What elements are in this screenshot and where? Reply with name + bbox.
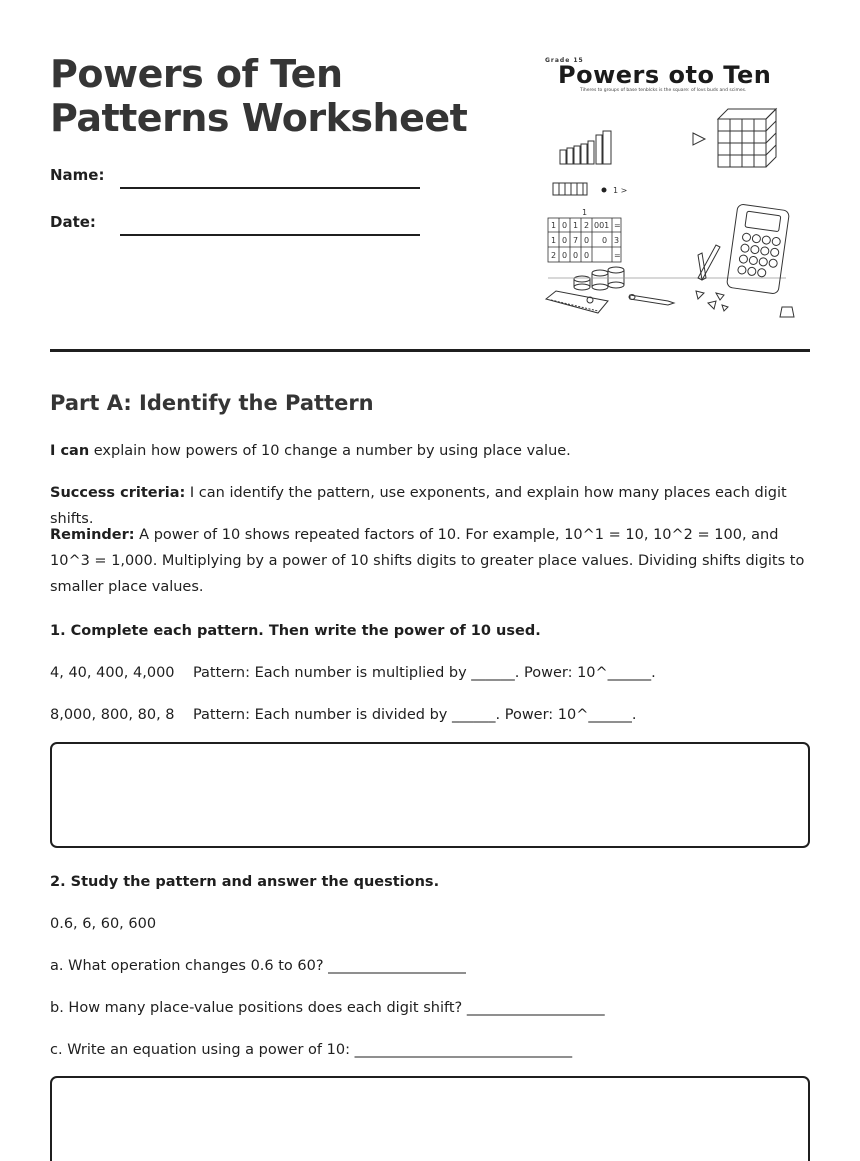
coin-stacks-icon [574,267,624,290]
svg-text:1: 1 [582,208,588,217]
question-2-prompt [50,869,810,895]
svg-text:1: 1 [551,221,557,230]
ten-rod-icon [553,183,607,195]
question-1-pattern-1: 4, 40, 400, 4,000 Pattern: Each number is multiplied by ______. Power: 10^______. [50,665,656,681]
svg-text:2: 2 [584,221,590,230]
base-ten-rods-icon [560,131,611,164]
reminder-label: Reminder: [50,527,135,543]
date-field[interactable] [120,234,420,236]
success-label: Success criteria: [50,485,186,501]
svg-text:0: 0 [573,251,579,260]
illustration-caption: Tiheres to groups of base tenblcks is the square: of lovs buds and scimes. [580,88,747,93]
reminder-text: A power of 10 shows repeated factors of 10. For example, 10^1 = 10, 10^2 = 100, and 10^3 = 1,000. Multiplying by a power of 10 shifts digits to greater place values. Dividing shifts digits to smaller place values. [50,527,805,595]
svg-text:0: 0 [602,236,608,245]
header-illustration [536,55,812,325]
name-label: Name: [50,166,105,184]
svg-text:1: 1 [573,221,579,230]
geometric-shapes-icon [696,291,794,317]
svg-text:2: 2 [551,251,557,260]
svg-text:0: 0 [562,236,568,245]
success-text: I can identify the pattern, use exponents, and explain how many places each digit shifts. [50,485,787,527]
svg-text:3: 3 [614,236,620,245]
svg-text:=: = [614,221,621,230]
question-2-prompt-text: 2. Study the pattern and answer the questions. [50,874,440,890]
i-can-text: explain how powers of 10 change a number by using place value. [89,443,571,459]
svg-text:0: 0 [584,251,590,260]
pencil-icon [629,295,674,306]
part-a-heading: Part A: Identify the Pattern [50,391,374,415]
question-2-answer-box[interactable] [50,1076,810,1161]
crossed-pencils-icon [698,245,720,280]
ruler-icon [546,291,608,313]
svg-text:0: 0 [562,251,568,260]
question-2-sequence: 0.6, 6, 60, 600 [50,916,157,932]
i-can-label: I can [50,443,90,459]
name-field[interactable] [120,187,420,189]
svg-text:0: 0 [562,221,568,230]
question-2a: a. What operation changes 0.6 to 60? ___________________ [50,958,466,974]
reminder [50,522,810,600]
calculator-icon [726,204,789,294]
play-arrow-icon [693,133,705,145]
svg-text:1: 1 [551,236,557,245]
svg-text:=: = [614,251,621,260]
thousand-cube-icon [718,109,776,167]
arrow-label: 1 > [613,186,628,195]
i-can-statement [50,438,810,464]
question-2b: b. How many place-value positions does each digit shift? ___________________ [50,1000,605,1016]
question-1-pattern-2: 8,000, 800, 80, 8 Pattern: Each number is divided by ______. Power: 10^______. [50,707,637,723]
date-label: Date: [50,213,96,231]
svg-text:001: 001 [594,221,610,230]
header-divider [50,349,810,352]
svg-text:0: 0 [584,236,590,245]
illustration-title: Powers oto Ten [558,61,772,89]
question-1-prompt [50,618,810,644]
math-manipulatives-drawing [536,95,812,325]
question-1-prompt-text: 1. Complete each pattern. Then write the power of 10 used. [50,623,541,639]
question-2c: c. Write an equation using a power of 10: ______________________________ [50,1042,573,1058]
svg-text:7: 7 [573,236,579,245]
question-1-answer-box[interactable] [50,742,810,848]
illustration-grade: Grade 15 [545,57,584,64]
page-title: Powers of Ten Patterns Worksheet [50,52,468,140]
